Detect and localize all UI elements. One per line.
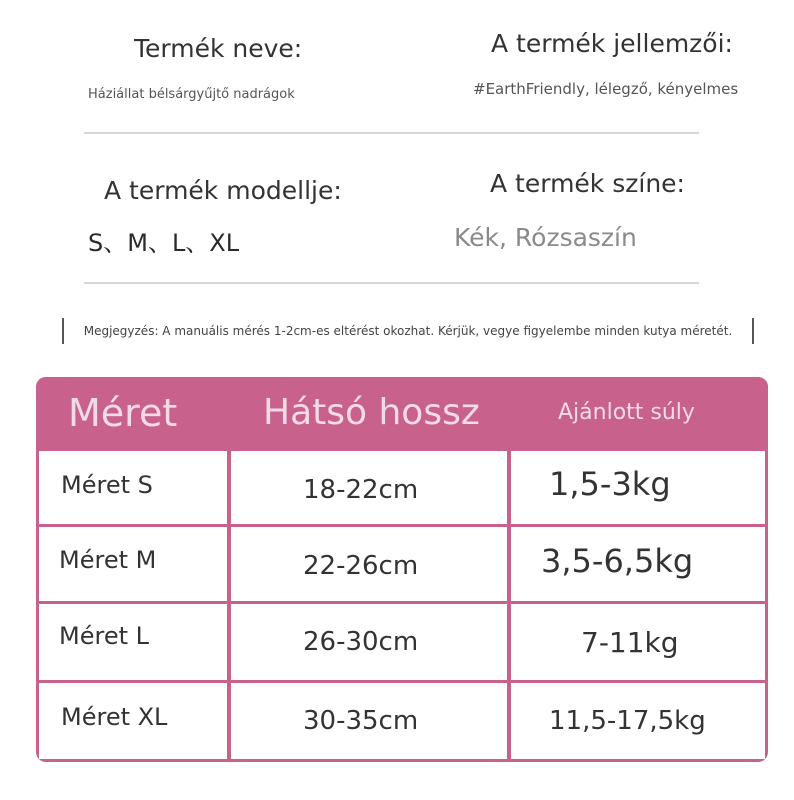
cell-length: 22-26cm: [303, 551, 419, 581]
cell-length: 26-30cm: [303, 627, 419, 657]
size-table-body: [39, 449, 765, 759]
cell-weight: 3,5-6,5kg: [541, 542, 694, 580]
table-cell-weight-l: [511, 604, 765, 680]
table-cell-length-xl: [231, 683, 507, 759]
cell-length: 30-35cm: [303, 706, 419, 736]
product-name-label: Termék neve:: [134, 34, 303, 63]
table-cell-length-s: [231, 451, 507, 524]
table-row-m: [39, 527, 227, 601]
product-features-label: A termék jellemzői:: [491, 29, 733, 58]
table-cell-weight-xl: [511, 683, 765, 759]
header-back-length: Hátsó hossz: [263, 392, 480, 433]
table-cell-length-m: [231, 527, 507, 601]
product-color-value: Kék, Rózsaszín: [454, 223, 637, 252]
table-cell-weight-s: [511, 451, 765, 524]
header-size: Méret: [68, 391, 178, 435]
size-table: [36, 377, 768, 762]
header-recommended-weight: Ajánlott súly: [558, 400, 695, 425]
cell-size: Méret L: [59, 622, 149, 650]
table-row-s: [39, 451, 227, 524]
size-table-header: [36, 377, 768, 449]
table-row-l: [39, 604, 227, 680]
cell-length: 18-22cm: [303, 475, 419, 505]
divider-bottom: [84, 282, 699, 284]
measurement-note: Megjegyzés: A manuális mérés 1-2cm-es eltérést okozhat. Kérjük, vegye figyelembe minden kutya méretét.: [62, 318, 754, 344]
product-color-label: A termék színe:: [490, 169, 685, 198]
table-row-xl: [39, 683, 227, 759]
product-model-value: S、M、L、XL: [88, 229, 240, 257]
cell-weight: 7-11kg: [581, 626, 679, 659]
table-cell-length-l: [231, 604, 507, 680]
cell-size: Méret M: [59, 546, 157, 574]
cell-size: Méret S: [61, 471, 153, 499]
product-name-value: Háziállat bélsárgyűjtő nadrágok: [88, 87, 295, 102]
table-cell-weight-m: [511, 527, 765, 601]
product-features-value: #EarthFriendly, lélegző, kényelmes: [473, 80, 739, 98]
divider-top: [84, 132, 699, 134]
cell-weight: 11,5-17,5kg: [549, 706, 706, 736]
cell-weight: 1,5-3kg: [549, 465, 671, 503]
cell-size: Méret XL: [61, 703, 168, 731]
product-model-label: A termék modellje:: [104, 176, 342, 205]
